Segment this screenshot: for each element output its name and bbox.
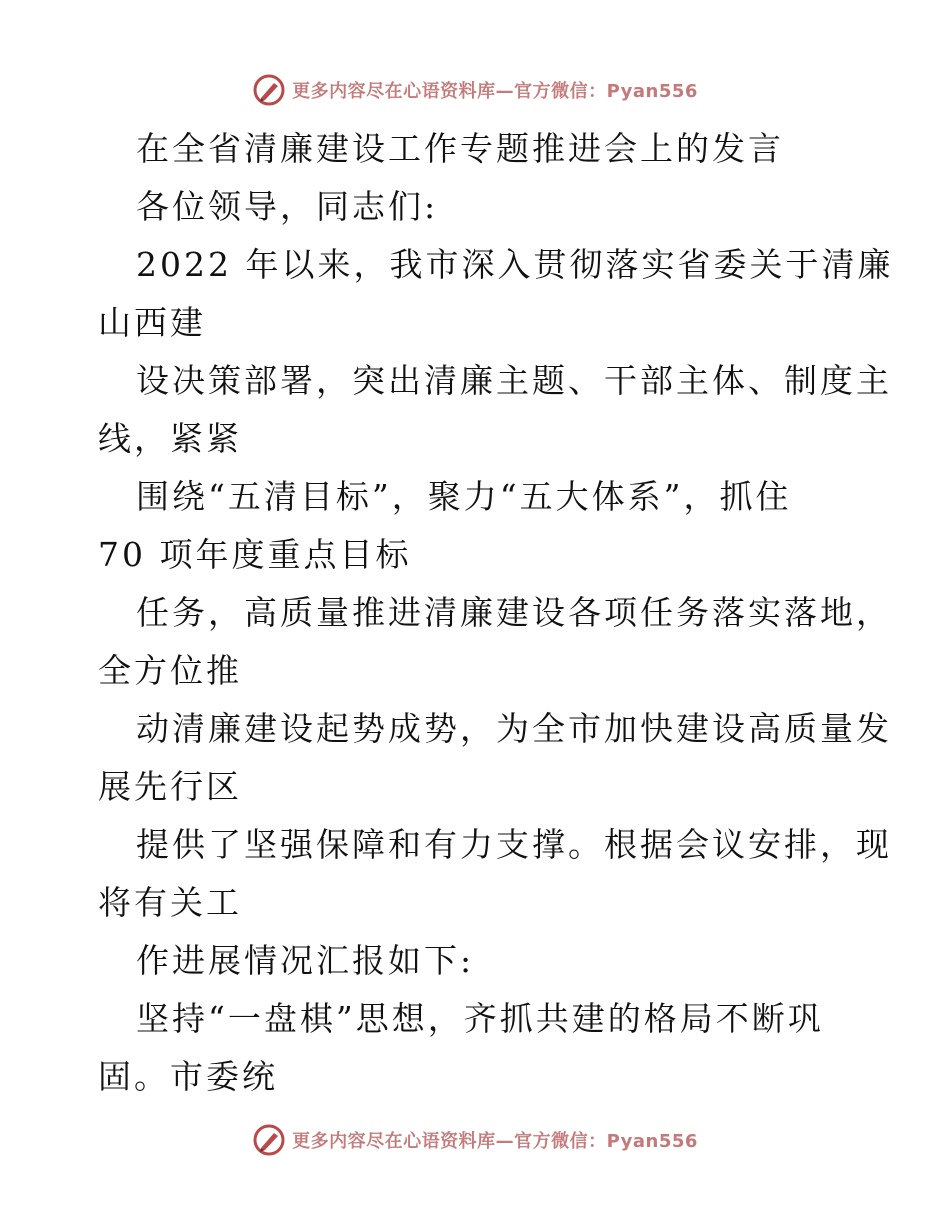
text-line: 作进展情况汇报如下: [136, 941, 475, 980]
text-line: 坚持“一盘棋”思想，齐抓共建的格局不断巩 [136, 999, 824, 1038]
text-line: 围绕“五清目标”，聚力“五大体系”，抓住 [136, 477, 792, 516]
text-line: 全方位推 [98, 651, 242, 690]
text-line: 将有关工 [98, 883, 242, 922]
text-line: 提供了坚强保障和有力支撑。根据会议安排，现 [136, 825, 892, 864]
text-line: 2022 年以来，我市深入贯彻落实省委关于清廉 [136, 245, 894, 284]
text-line: 固。市委统 [98, 1057, 278, 1096]
text-line: 设决策部署，突出清廉主题、干部主体、制度主 [136, 361, 892, 400]
header-watermark [0, 70, 950, 110]
pen-logo-icon [252, 1123, 286, 1157]
footer-watermark [0, 1120, 950, 1160]
text-line: 动清廉建设起势成势，为全市加快建设高质量发 [136, 709, 892, 748]
watermark-text: 更多内容尽在心语资料库—官方微信：Pyan556 [292, 81, 698, 102]
document-body [98, 120, 894, 1106]
text-line: 展先行区 [98, 767, 242, 806]
watermark-text: 更多内容尽在心语资料库—官方微信：Pyan556 [292, 1131, 698, 1152]
document-title: 在全省清廉建设工作专题推进会上的发言 [136, 129, 784, 168]
pen-logo-icon [252, 73, 286, 107]
text-line: 任务，高质量推进清廉建设各项任务落实落地， [136, 593, 892, 632]
text-line: 70 项年度重点目标 [98, 535, 412, 574]
salutation: 各位领导，同志们: [136, 187, 439, 226]
text-line: 线，紧紧 [98, 419, 242, 458]
text-line: 山西建 [98, 303, 206, 342]
